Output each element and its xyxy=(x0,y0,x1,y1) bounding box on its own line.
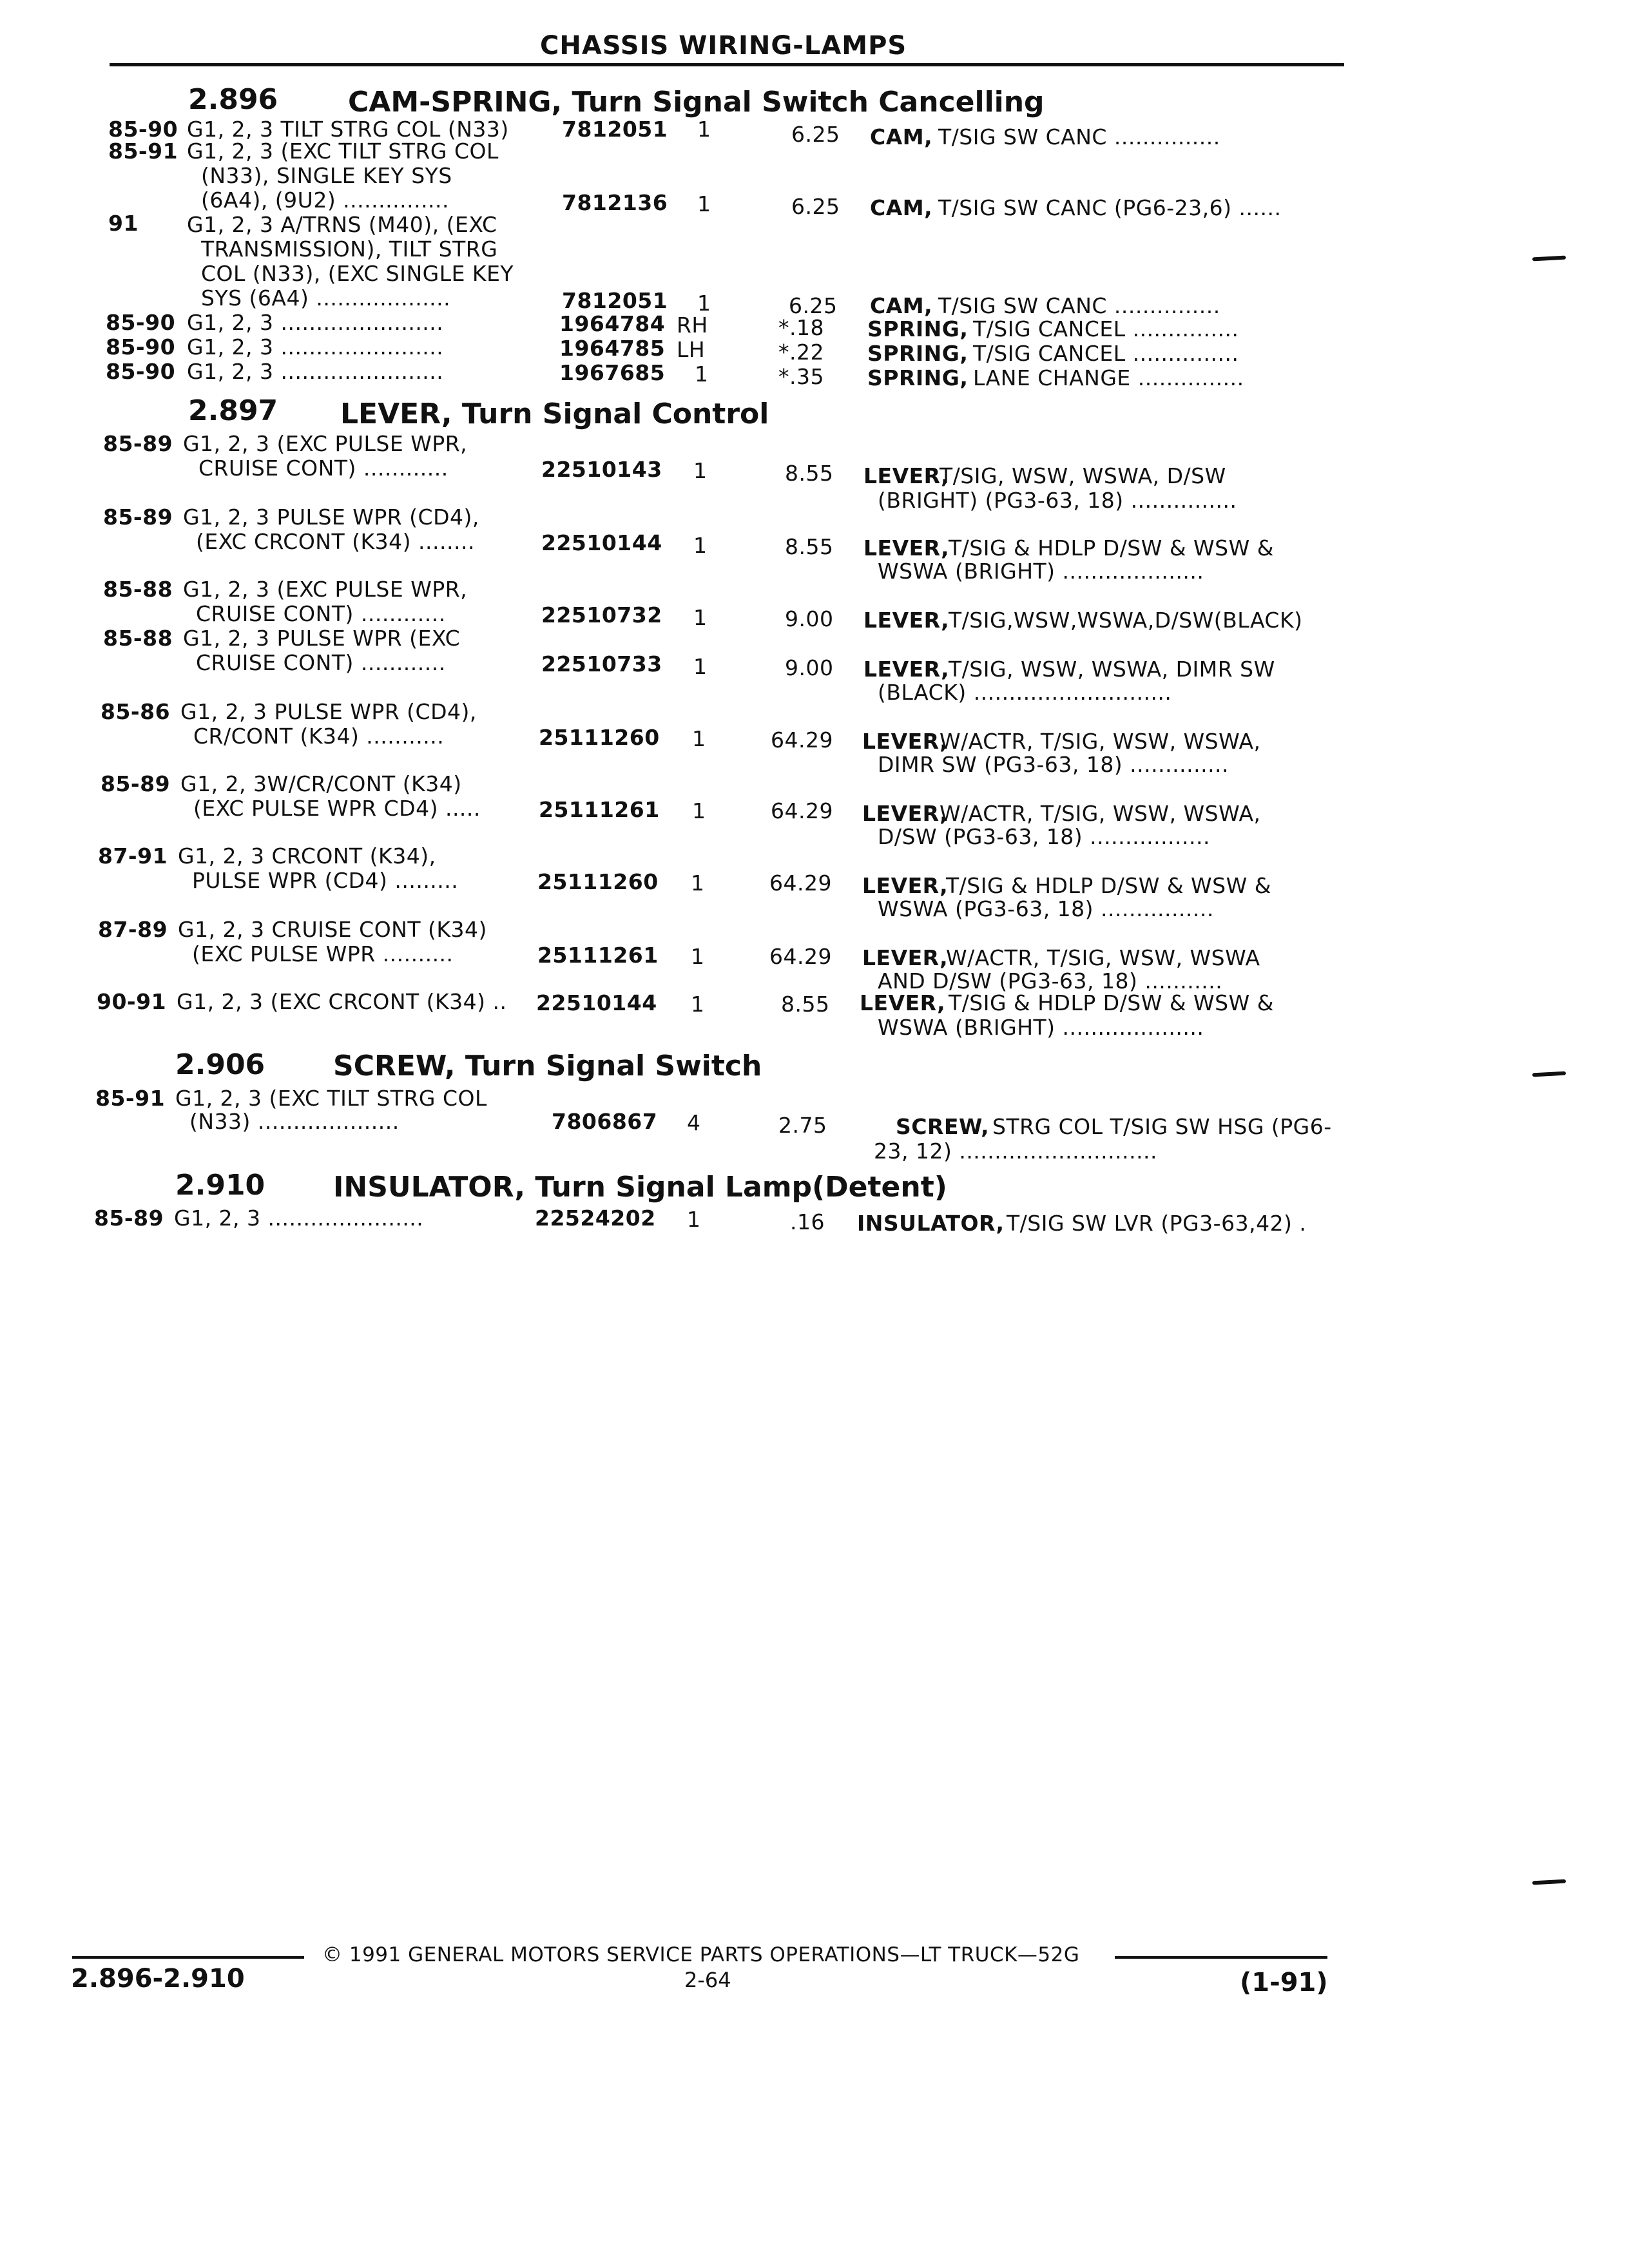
row-desc: (EXC PULSE WPR CD4) ..... xyxy=(193,796,481,821)
row-desc: (N33) .................... xyxy=(189,1109,400,1134)
row-part-name: LEVER, xyxy=(862,873,949,898)
row-desc: G1, 2, 3 (EXC PULSE WPR, xyxy=(183,577,468,602)
row-part-name: LEVER, xyxy=(863,463,950,488)
margin-mark xyxy=(1532,1072,1566,1077)
row-desc: G1, 2, 3 PULSE WPR (EXC xyxy=(183,626,461,651)
row-part-name: LEVER, xyxy=(863,608,950,633)
row-years: 90-91 xyxy=(97,989,167,1014)
footer-rule-right xyxy=(1115,1956,1327,1959)
row-part-number: 7812136 xyxy=(562,190,668,215)
row-part-number: 22524202 xyxy=(535,1206,656,1231)
row-part-name: CAM, xyxy=(870,124,933,149)
row-desc: (6A4), (9U2) ............... xyxy=(201,187,450,213)
row-desc: COL (N33), (EXC SINGLE KEY xyxy=(201,261,514,286)
row-part-number: 22510732 xyxy=(541,602,662,628)
row-price: 8.55 xyxy=(785,461,834,486)
row-part-number: 25111261 xyxy=(539,797,660,822)
row-desc: G1, 2, 3 PULSE WPR (CD4), xyxy=(180,699,477,724)
row-desc: CRUISE CONT) ............ xyxy=(198,456,448,481)
row-desc: (EXC CRCONT (K34) ........ xyxy=(196,529,475,554)
row-part-number: 7812051 xyxy=(562,288,668,313)
row-qty: 1 xyxy=(695,361,709,387)
row-price: 6.25 xyxy=(791,194,840,219)
row-detail: T/SIG SW CANC ............... xyxy=(938,124,1220,149)
row-detail: STRG COL T/SIG SW HSG (PG6- xyxy=(992,1114,1332,1139)
row-detail: T/SIG, WSW, WSWA, D/SW xyxy=(940,463,1226,488)
row-detail: 23, 12) ............................ xyxy=(874,1139,1158,1164)
row-price: 64.29 xyxy=(771,798,833,823)
row-part-number: 25111261 xyxy=(537,943,659,968)
row-part-name: SPRING, xyxy=(867,365,969,390)
row-part-name: SPRING, xyxy=(867,341,969,366)
row-desc: G1, 2, 3 ....................... xyxy=(187,310,444,335)
row-qty: 1 xyxy=(697,191,711,216)
row-desc: G1, 2, 3 ...................... xyxy=(174,1206,424,1231)
footer-page-number: 2-64 xyxy=(684,1968,731,1992)
row-qty: 1 xyxy=(692,798,706,823)
row-years: 85-91 xyxy=(95,1086,166,1111)
row-price: .16 xyxy=(790,1209,825,1235)
row-part-number: 25111260 xyxy=(537,869,659,894)
row-desc: G1, 2, 3 (EXC TILT STRG COL xyxy=(187,139,499,164)
row-price: 64.29 xyxy=(769,944,832,969)
row-desc: G1, 2, 3 ....................... xyxy=(187,359,444,384)
row-price: 6.25 xyxy=(789,293,838,318)
row-years: 87-89 xyxy=(98,917,168,942)
row-part-number: 25111260 xyxy=(539,725,660,750)
page-header-title: CHASSIS WIRING-LAMPS xyxy=(540,31,907,61)
row-years: 85-90 xyxy=(106,334,176,360)
row-desc: CR/CONT (K34) ........... xyxy=(193,724,445,749)
row-detail: (BRIGHT) (PG3-63, 18) ............... xyxy=(878,488,1237,513)
row-qty: LH xyxy=(677,337,706,362)
row-detail: T/SIG CANCEL ............... xyxy=(973,341,1239,366)
section-title: SCREW, Turn Signal Switch xyxy=(333,1050,762,1082)
row-years: 91 xyxy=(108,211,139,236)
row-desc: (EXC PULSE WPR .......... xyxy=(192,941,454,966)
row-years: 85-89 xyxy=(101,771,171,796)
row-part-number: 7812051 xyxy=(562,117,668,142)
row-qty: 1 xyxy=(693,458,708,483)
section-number: 2.897 xyxy=(188,394,278,427)
row-part-name: SCREW, xyxy=(896,1114,990,1139)
row-detail: W/ACTR, T/SIG, WSW, WSWA, xyxy=(940,801,1261,826)
row-years: 85-89 xyxy=(103,505,173,530)
row-years: 87-91 xyxy=(98,843,168,869)
footer-rule-left xyxy=(72,1956,304,1959)
row-detail: LANE CHANGE ............... xyxy=(973,365,1244,390)
row-part-number: 1964785 xyxy=(559,336,666,361)
footer-section-range: 2.896-2.910 xyxy=(71,1964,245,1994)
row-detail: T/SIG CANCEL ............... xyxy=(973,316,1239,341)
row-desc: G1, 2, 3 PULSE WPR (CD4), xyxy=(183,505,479,530)
row-price: 64.29 xyxy=(769,870,832,896)
row-qty: 1 xyxy=(697,117,711,142)
row-detail: T/SIG & HDLP D/SW & WSW & xyxy=(949,535,1274,561)
row-years: 85-90 xyxy=(108,117,178,142)
row-detail: AND D/SW (PG3-63, 18) ........... xyxy=(878,968,1223,994)
row-years: 85-89 xyxy=(103,431,173,456)
row-detail: DIMR SW (PG3-63, 18) .............. xyxy=(878,752,1229,777)
row-years: 85-86 xyxy=(101,699,171,724)
row-detail: T/SIG & HDLP D/SW & WSW & xyxy=(946,873,1271,898)
row-qty: 1 xyxy=(691,944,705,969)
row-qty: 1 xyxy=(693,605,708,630)
row-part-number: 1964784 xyxy=(559,311,666,336)
row-part-name: LEVER, xyxy=(862,945,949,970)
row-qty: RH xyxy=(677,312,708,338)
section-number: 2.910 xyxy=(175,1169,265,1202)
row-price: *.35 xyxy=(778,364,824,389)
row-price: 9.00 xyxy=(785,606,834,631)
row-years: 85-91 xyxy=(108,139,178,164)
row-qty: 1 xyxy=(691,992,705,1017)
section-title: CAM-SPRING, Turn Signal Switch Cancelling xyxy=(348,86,1045,119)
row-desc: CRUISE CONT) ............ xyxy=(196,601,446,626)
row-detail: T/SIG,WSW,WSWA,D/SW(BLACK) xyxy=(949,608,1303,633)
row-desc: G1, 2, 3 (EXC CRCONT (K34) .. xyxy=(177,989,507,1014)
row-detail: T/SIG SW LVR (PG3-63,42) . xyxy=(1007,1211,1307,1236)
row-part-name: CAM, xyxy=(870,195,933,220)
row-price: 64.29 xyxy=(771,727,833,753)
row-price: 8.55 xyxy=(785,534,834,559)
row-desc: G1, 2, 3 A/TRNS (M40), (EXC xyxy=(187,212,497,237)
margin-mark xyxy=(1532,256,1566,262)
row-qty: 1 xyxy=(691,870,705,896)
row-detail: (BLACK) ............................ xyxy=(878,680,1172,705)
row-years: 85-90 xyxy=(106,310,176,335)
row-detail: WSWA (BRIGHT) .................... xyxy=(878,559,1204,584)
row-part-number: 1967685 xyxy=(559,360,666,385)
row-detail: WSWA (BRIGHT) .................... xyxy=(878,1015,1204,1040)
section-number: 2.906 xyxy=(175,1048,265,1081)
row-part-name: LEVER, xyxy=(863,657,950,682)
row-part-name: SPRING, xyxy=(867,316,969,341)
row-years: 85-88 xyxy=(103,626,173,651)
row-detail: WSWA (PG3-63, 18) ................ xyxy=(878,896,1214,921)
row-part-name: CAM, xyxy=(870,293,933,318)
row-qty: 1 xyxy=(693,654,708,679)
row-desc: G1, 2, 3 CRUISE CONT (K34) xyxy=(178,917,487,942)
row-part-number: 22510144 xyxy=(541,530,662,555)
row-detail: T/SIG SW CANC ............... xyxy=(938,293,1220,318)
section-number: 2.896 xyxy=(188,83,278,116)
row-desc: PULSE WPR (CD4) ......... xyxy=(192,868,459,893)
row-desc: G1, 2, 3 (EXC PULSE WPR, xyxy=(183,431,468,456)
section-title: INSULATOR, Turn Signal Lamp(Detent) xyxy=(333,1171,947,1204)
row-price: *.18 xyxy=(778,315,824,340)
row-part-name: LEVER, xyxy=(862,729,949,754)
row-desc: G1, 2, 3W/CR/CONT (K34) xyxy=(180,771,462,796)
row-desc: SYS (6A4) ................... xyxy=(201,285,451,311)
row-desc: (N33), SINGLE KEY SYS xyxy=(201,163,452,188)
row-part-number: 22510143 xyxy=(541,457,662,482)
row-price: *.22 xyxy=(778,340,824,365)
row-qty: 1 xyxy=(693,533,708,558)
footer-copyright: © 1991 GENERAL MOTORS SERVICE PARTS OPERATIONS—LT TRUCK—52G xyxy=(322,1943,1080,1966)
margin-mark xyxy=(1532,1879,1566,1885)
row-part-number: 7806867 xyxy=(552,1109,658,1134)
row-desc: G1, 2, 3 TILT STRG COL (N33) xyxy=(187,117,509,142)
row-detail: T/SIG SW CANC (PG6-23,6) ...... xyxy=(938,195,1282,220)
footer-date: (1-91) xyxy=(1240,1968,1328,1997)
row-qty: 1 xyxy=(697,291,711,316)
row-detail: T/SIG & HDLP D/SW & WSW & xyxy=(949,990,1274,1015)
row-qty: 4 xyxy=(687,1110,701,1135)
section-title: LEVER, Turn Signal Control xyxy=(340,398,769,430)
row-detail: T/SIG, WSW, WSWA, DIMR SW xyxy=(949,657,1275,682)
row-detail: W/ACTR, T/SIG, WSW, WSWA, xyxy=(940,729,1261,754)
row-qty: 1 xyxy=(687,1207,701,1232)
row-desc: CRUISE CONT) ............ xyxy=(196,650,446,675)
header-rule xyxy=(110,63,1344,66)
row-detail: W/ACTR, T/SIG, WSW, WSWA xyxy=(946,945,1260,970)
row-desc: TRANSMISSION), TILT STRG xyxy=(201,236,498,262)
row-years: 85-89 xyxy=(94,1206,164,1231)
row-desc: G1, 2, 3 (EXC TILT STRG COL xyxy=(175,1086,487,1111)
row-desc: G1, 2, 3 ....................... xyxy=(187,334,444,360)
row-part-name: LEVER, xyxy=(860,990,946,1015)
row-price: 8.55 xyxy=(781,992,830,1017)
row-detail: D/SW (PG3-63, 18) ................. xyxy=(878,824,1210,849)
row-qty: 1 xyxy=(692,726,706,751)
row-years: 85-88 xyxy=(103,577,173,602)
row-years: 85-90 xyxy=(106,359,176,384)
row-part-name: LEVER, xyxy=(862,801,949,826)
row-price: 2.75 xyxy=(778,1113,827,1138)
row-price: 6.25 xyxy=(791,122,840,147)
row-desc: G1, 2, 3 CRCONT (K34), xyxy=(178,843,436,869)
row-part-number: 22510144 xyxy=(536,990,657,1015)
row-part-number: 22510733 xyxy=(541,651,662,677)
row-part-name: LEVER, xyxy=(863,535,950,561)
row-price: 9.00 xyxy=(785,655,834,680)
row-part-name: INSULATOR, xyxy=(857,1211,1005,1236)
